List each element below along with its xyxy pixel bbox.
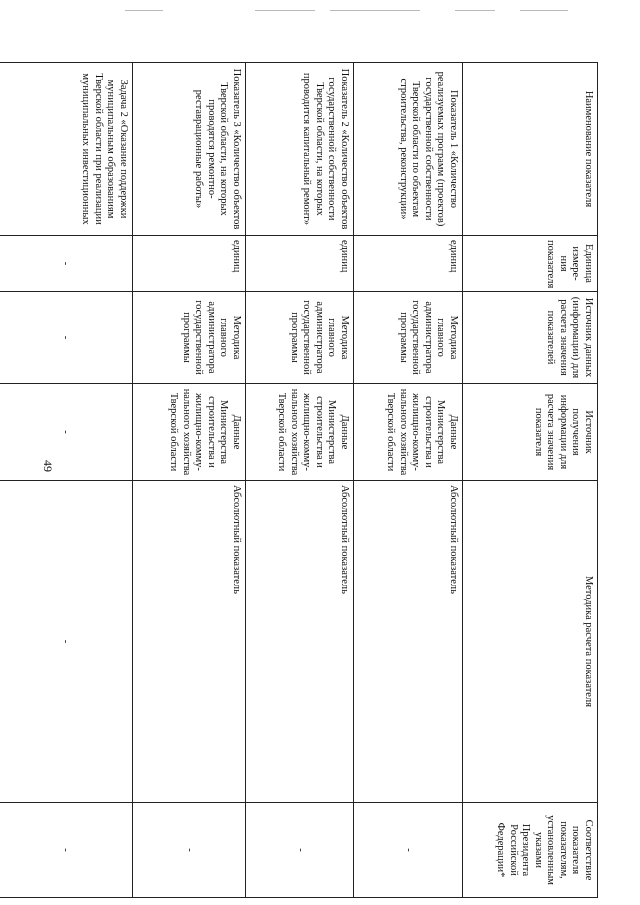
scan-artifact	[125, 10, 163, 11]
cell-info-source: Данные Министерства строительства и жилищно-комму-нального хозяйства Тверской области	[246, 384, 354, 481]
header-info-source: Источник получения информации для расчета значения показателя	[463, 384, 598, 481]
indicator-table	[0, 62, 598, 898]
cell-indicator-name: Показатель 1 «Количество реализуемых программ (проектов) государственной собственности Тверской области по объектам строительства, реконструкции»	[354, 63, 463, 236]
cell-unit: единиц	[354, 236, 463, 292]
cell-compliance: -	[246, 803, 354, 898]
cell-info-source: -	[0, 384, 133, 481]
cell-compliance: -	[354, 803, 463, 898]
table-row	[133, 63, 246, 898]
table-row	[246, 63, 354, 898]
cell-indicator-name: Показатель 3 «Количество объектов Тверской области, на которых проводятся ремонтно-реставрационные работы»	[133, 63, 246, 236]
scan-artifact	[455, 10, 495, 11]
cell-compliance: -	[0, 803, 133, 898]
table-row	[354, 63, 463, 898]
cell-compliance: -	[133, 803, 246, 898]
cell-method: Абсолютный показатель	[354, 481, 463, 803]
cell-info-source: Данные Министерства строительства и жилищно-комму-нального хозяйства Тверской области	[354, 384, 463, 481]
scan-artifact	[330, 10, 420, 11]
header-data-source: Источник данных (информации) для расчета значения показателей	[463, 292, 598, 384]
cell-info-source: Данные Министерства строительства и жилищно-комму-нального хозяйства Тверской области	[133, 384, 246, 481]
scan-artifact	[255, 10, 315, 11]
header-method: Методика расчета показателя	[463, 481, 598, 803]
table-row	[0, 63, 133, 898]
cell-method: Абсолютный показатель	[246, 481, 354, 803]
cell-data-source: Методика главного администратора государственной программы	[246, 292, 354, 384]
cell-method: Абсолютный показатель	[133, 481, 246, 803]
cell-method: -	[0, 481, 133, 803]
cell-indicator-name: Показатель 2 «Количество объектов государственной собственности Тверской области, на которых проводится капитальный ремонт»	[246, 63, 354, 236]
cell-unit: единиц	[133, 236, 246, 292]
cell-unit: -	[0, 236, 133, 292]
header-unit: Единица измере-ния показателя	[463, 236, 598, 292]
cell-data-source: Методика главного администратора государственной программы	[354, 292, 463, 384]
table-header-row	[463, 63, 598, 898]
header-compliance: Соответствие показателя показателям, установленным указами Президента Российской Федерации*	[463, 803, 598, 898]
indicator-table-sheet	[33, 62, 598, 897]
cell-data-source: -	[0, 292, 133, 384]
header-indicator-name: Наименование показателя	[463, 63, 598, 236]
cell-data-source: Методика главного администратора государственной программы	[133, 292, 246, 384]
cell-unit: единиц	[246, 236, 354, 292]
scan-artifact	[520, 10, 568, 11]
page-number: 49	[41, 460, 55, 472]
cell-indicator-name: Задача 2 «Оказание поддержки муниципальным образованиям Тверской области при реализации муниципальных инвестиционных	[0, 63, 133, 236]
